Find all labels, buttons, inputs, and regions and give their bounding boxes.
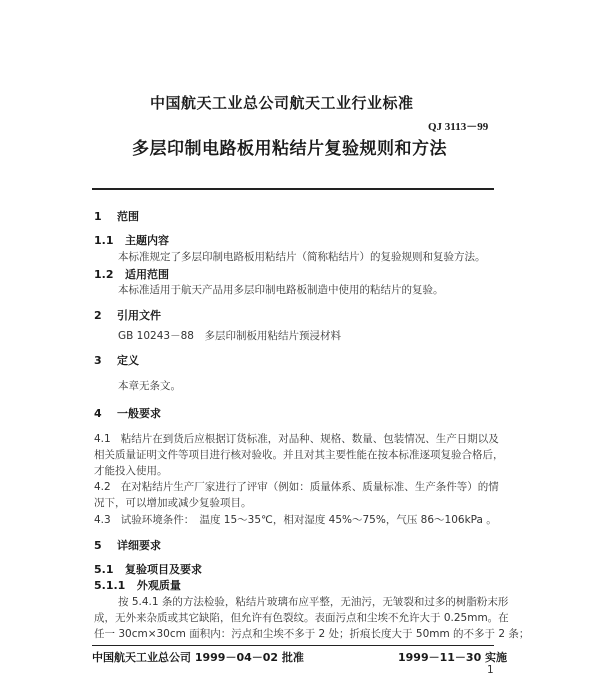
section-3-text: 本章无条文。 [118, 380, 181, 392]
clause-text: 在对粘结片生产厂家进行了评审（例如：质量体系、质量标准、生产条件等）的情 [120, 481, 499, 493]
document-title: 多层印制电路板用粘结片复验规则和方法 [132, 139, 447, 159]
section-number: 2 [94, 309, 102, 322]
subsection-title: 复验项目及要求 [125, 563, 202, 576]
subsection-1-1-heading [94, 232, 169, 248]
section-3-heading [94, 352, 139, 368]
subsection-title: 外观质量 [136, 579, 181, 592]
subsection-title: 适用范围 [125, 268, 169, 281]
subsection-title: 主题内容 [125, 234, 169, 247]
section-2-heading [94, 307, 161, 323]
header-rule [92, 188, 494, 190]
section-4-heading [94, 405, 161, 421]
subsection-1-1-text: 本标准规定了多层印制电路板用粘结片（简称粘结片）的复验规则和复验方法。 [118, 251, 486, 263]
section-title: 定义 [116, 354, 139, 367]
clause-4-2-line-1 [94, 479, 499, 494]
clause-number: 4.1 [94, 433, 111, 445]
section-title: 引用文件 [116, 309, 161, 322]
clause-4-1-line-2: 相关质量证明文件等项目进行核对验收。并且对其主要性能在按本标准逐项复验合格后， [94, 449, 504, 461]
clause-4-3-line-1 [94, 512, 497, 527]
section-number: 5 [94, 539, 102, 552]
org-title: 中国航天工业总公司航天工业行业标准 [150, 94, 414, 112]
section-title: 详细要求 [116, 539, 161, 552]
standard-number: QJ 3113－99 [428, 121, 489, 133]
subsection-1-2-text: 本标准适用于航天产品用多层印制电路板制造中使用的粘结片的复验。 [118, 284, 444, 296]
section-title: 范围 [116, 210, 139, 223]
approval-date: 中国航天工业总公司 1999－04－02 批准 [92, 651, 304, 664]
subsection-number: 1.2 [94, 268, 114, 281]
clause-number: 4.2 [94, 481, 111, 493]
clause-4-2-line-2: 况下，可以增加或减少复验项目。 [94, 497, 252, 509]
section-title: 一般要求 [116, 407, 161, 420]
reference-entry: GB 10243－88 多层印制板用粘结片预浸材料 [118, 330, 341, 342]
clause-4-1-line-1 [94, 431, 499, 446]
subsection-number: 1.1 [94, 234, 114, 247]
section-number: 1 [94, 210, 102, 223]
subsection-5-1-1-line-3: 任一 30cm×30cm 面积内：污点和尘埃不多于 2 处；折痕长度大于 50mm 的不多于 2 条； [94, 628, 530, 640]
clause-text: 粘结片在到货后应根据订货标准，对品种、规格、数量、包装情况、生产日期以及 [120, 433, 499, 445]
clause-number: 4.3 [94, 514, 111, 526]
section-1-heading [94, 208, 139, 224]
subsection-number: 5.1 [94, 563, 114, 576]
section-number: 4 [94, 407, 102, 420]
section-number: 3 [94, 354, 102, 367]
effective-date: 1999－11－30 实施 [398, 651, 508, 664]
section-5-heading [94, 537, 161, 553]
clause-4-1-line-3: 才能投入使用。 [94, 465, 168, 477]
subsection-5-1-heading [94, 561, 202, 577]
subsection-1-2-heading [94, 266, 169, 282]
footer-rule [92, 645, 494, 646]
clause-text: 试验环境条件： 温度 15～35℃，相对湿度 45%～75%，气压 86～106kPa 。 [120, 514, 497, 526]
subsection-5-1-1-line-1: 按 5.4.1 条的方法检验，粘结片玻璃布应平整，无油污，无皱裂和过多的树脂粉末形 [118, 596, 509, 608]
page-number: 1 [487, 664, 494, 676]
subsection-number: 5.1.1 [94, 579, 126, 592]
subsection-5-1-1-line-2: 成，无外来杂质或其它缺陷，但允许有色裂纹。表面污点和尘埃不允许大于 0.25mm。在 [94, 612, 509, 624]
subsection-5-1-1-heading [94, 577, 181, 593]
